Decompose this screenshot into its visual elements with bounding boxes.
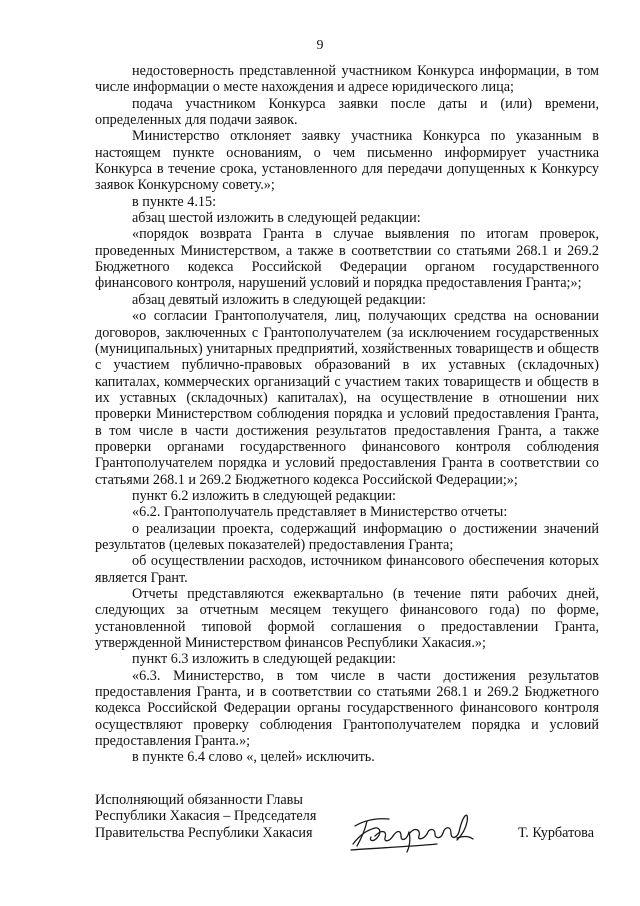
document-body (95, 63, 599, 766)
paragraph: в пункте 6.4 слово «, целей» исключить. (132, 749, 375, 766)
signatory-position-line: Исполняющий обязанности Главы (95, 792, 303, 808)
paragraph: абзац девятый изложить в следующей редакции: (132, 291, 426, 308)
signatory-position-line: Правительства Республики Хакасия (95, 824, 313, 841)
signatory-name: Т. Курбатова (518, 825, 594, 841)
paragraph: «6.3. Министерство, в том числе в части достижения результатов предоставления Гранта, и в соответствии со статьями 268.1 и 269.2 Бюджетного кодекса Российской Федерации органы государственного финансового контроля осуществляют проверку соблюдения Грантополучателем порядка и условий предоставления Гранта.»; (95, 667, 599, 750)
paragraph: абзац шестой изложить в следующей редакции: (132, 210, 421, 227)
paragraph: Министерство отклоняет заявку участника Конкурса по указанным в настоящем пункте основаниям, о чем письменно информирует участника Конкурса в течение срока, установленного для передачи допущенных к Конкурсу заявок Конкурсному совету.»; (95, 128, 599, 194)
paragraph: о реализации проекта, содержащий информацию о достижении значений результатов (целевых показателей) предоставления Гранта; (95, 520, 599, 553)
paragraph: пункт 6.2 изложить в следующей редакции: (132, 487, 396, 504)
paragraph: об осуществлении расходов, источником финансового обеспечения которых является Грант. (95, 553, 599, 586)
handwritten-signature (345, 806, 485, 854)
page-number: 9 (316, 38, 324, 53)
paragraph: пункт 6.3 изложить в следующей редакции: (132, 651, 396, 668)
paragraph: недостоверность представленной участником Конкурса информации, в том числе информации о месте нахождения и адресе юридического лица; (95, 63, 599, 96)
signatory-position (95, 792, 316, 841)
signatory-position-line: Республики Хакасия – Председателя (95, 808, 317, 825)
paragraph: «о согласии Грантополучателя, лиц, получающих средства на основании договоров, заключенных с Грантополучателем (за исключением государственных (муниципальных) унитарных предприятий, хозяйственных товариществ и обществ с участием публично-правовых образований в их уставных (складочных) капиталах, коммерческих организаций с участием таких товариществ и обществ в их уставных (складочных) капиталах), на осуществление в отношении них проверки Министерством соблюдения порядка и условий предоставления Гранта, в том числе в части достижения результатов предоставления Гранта, а также проверки органами государственного финансового контроля соблюдения Грантополучателем порядка и условий предоставления Гранта в соответствии со статьями 268.1 и 269.2 Бюджетного кодекса Российской Федерации;»; (95, 308, 599, 488)
paragraph: «порядок возврата Гранта в случае выявления по итогам проверок, проведенных Министерством, а также в соответствии со статьями 268.1 и 269.2 Бюджетного кодекса Российской Федерации органом государственного финансового контроля, нарушений условий и порядка предоставления Гранта;»; (95, 226, 599, 292)
paragraph: подача участником Конкурса заявки после даты и (или) времени, определенных для подачи заявок. (95, 95, 599, 129)
paragraph: Отчеты представляются ежеквартально (в течение пяти рабочих дней, следующих за отчетным месяцем текущего финансового года) по форме, установленной типовой формой соглашения о предоставлении Гранта, утвержденной Министерством финансов Республики Хакасия.»; (95, 586, 599, 652)
paragraph: в пункте 4.15: (132, 193, 217, 210)
paragraph: «6.2. Грантополучатель представляет в Министерство отчеты: (132, 504, 508, 521)
